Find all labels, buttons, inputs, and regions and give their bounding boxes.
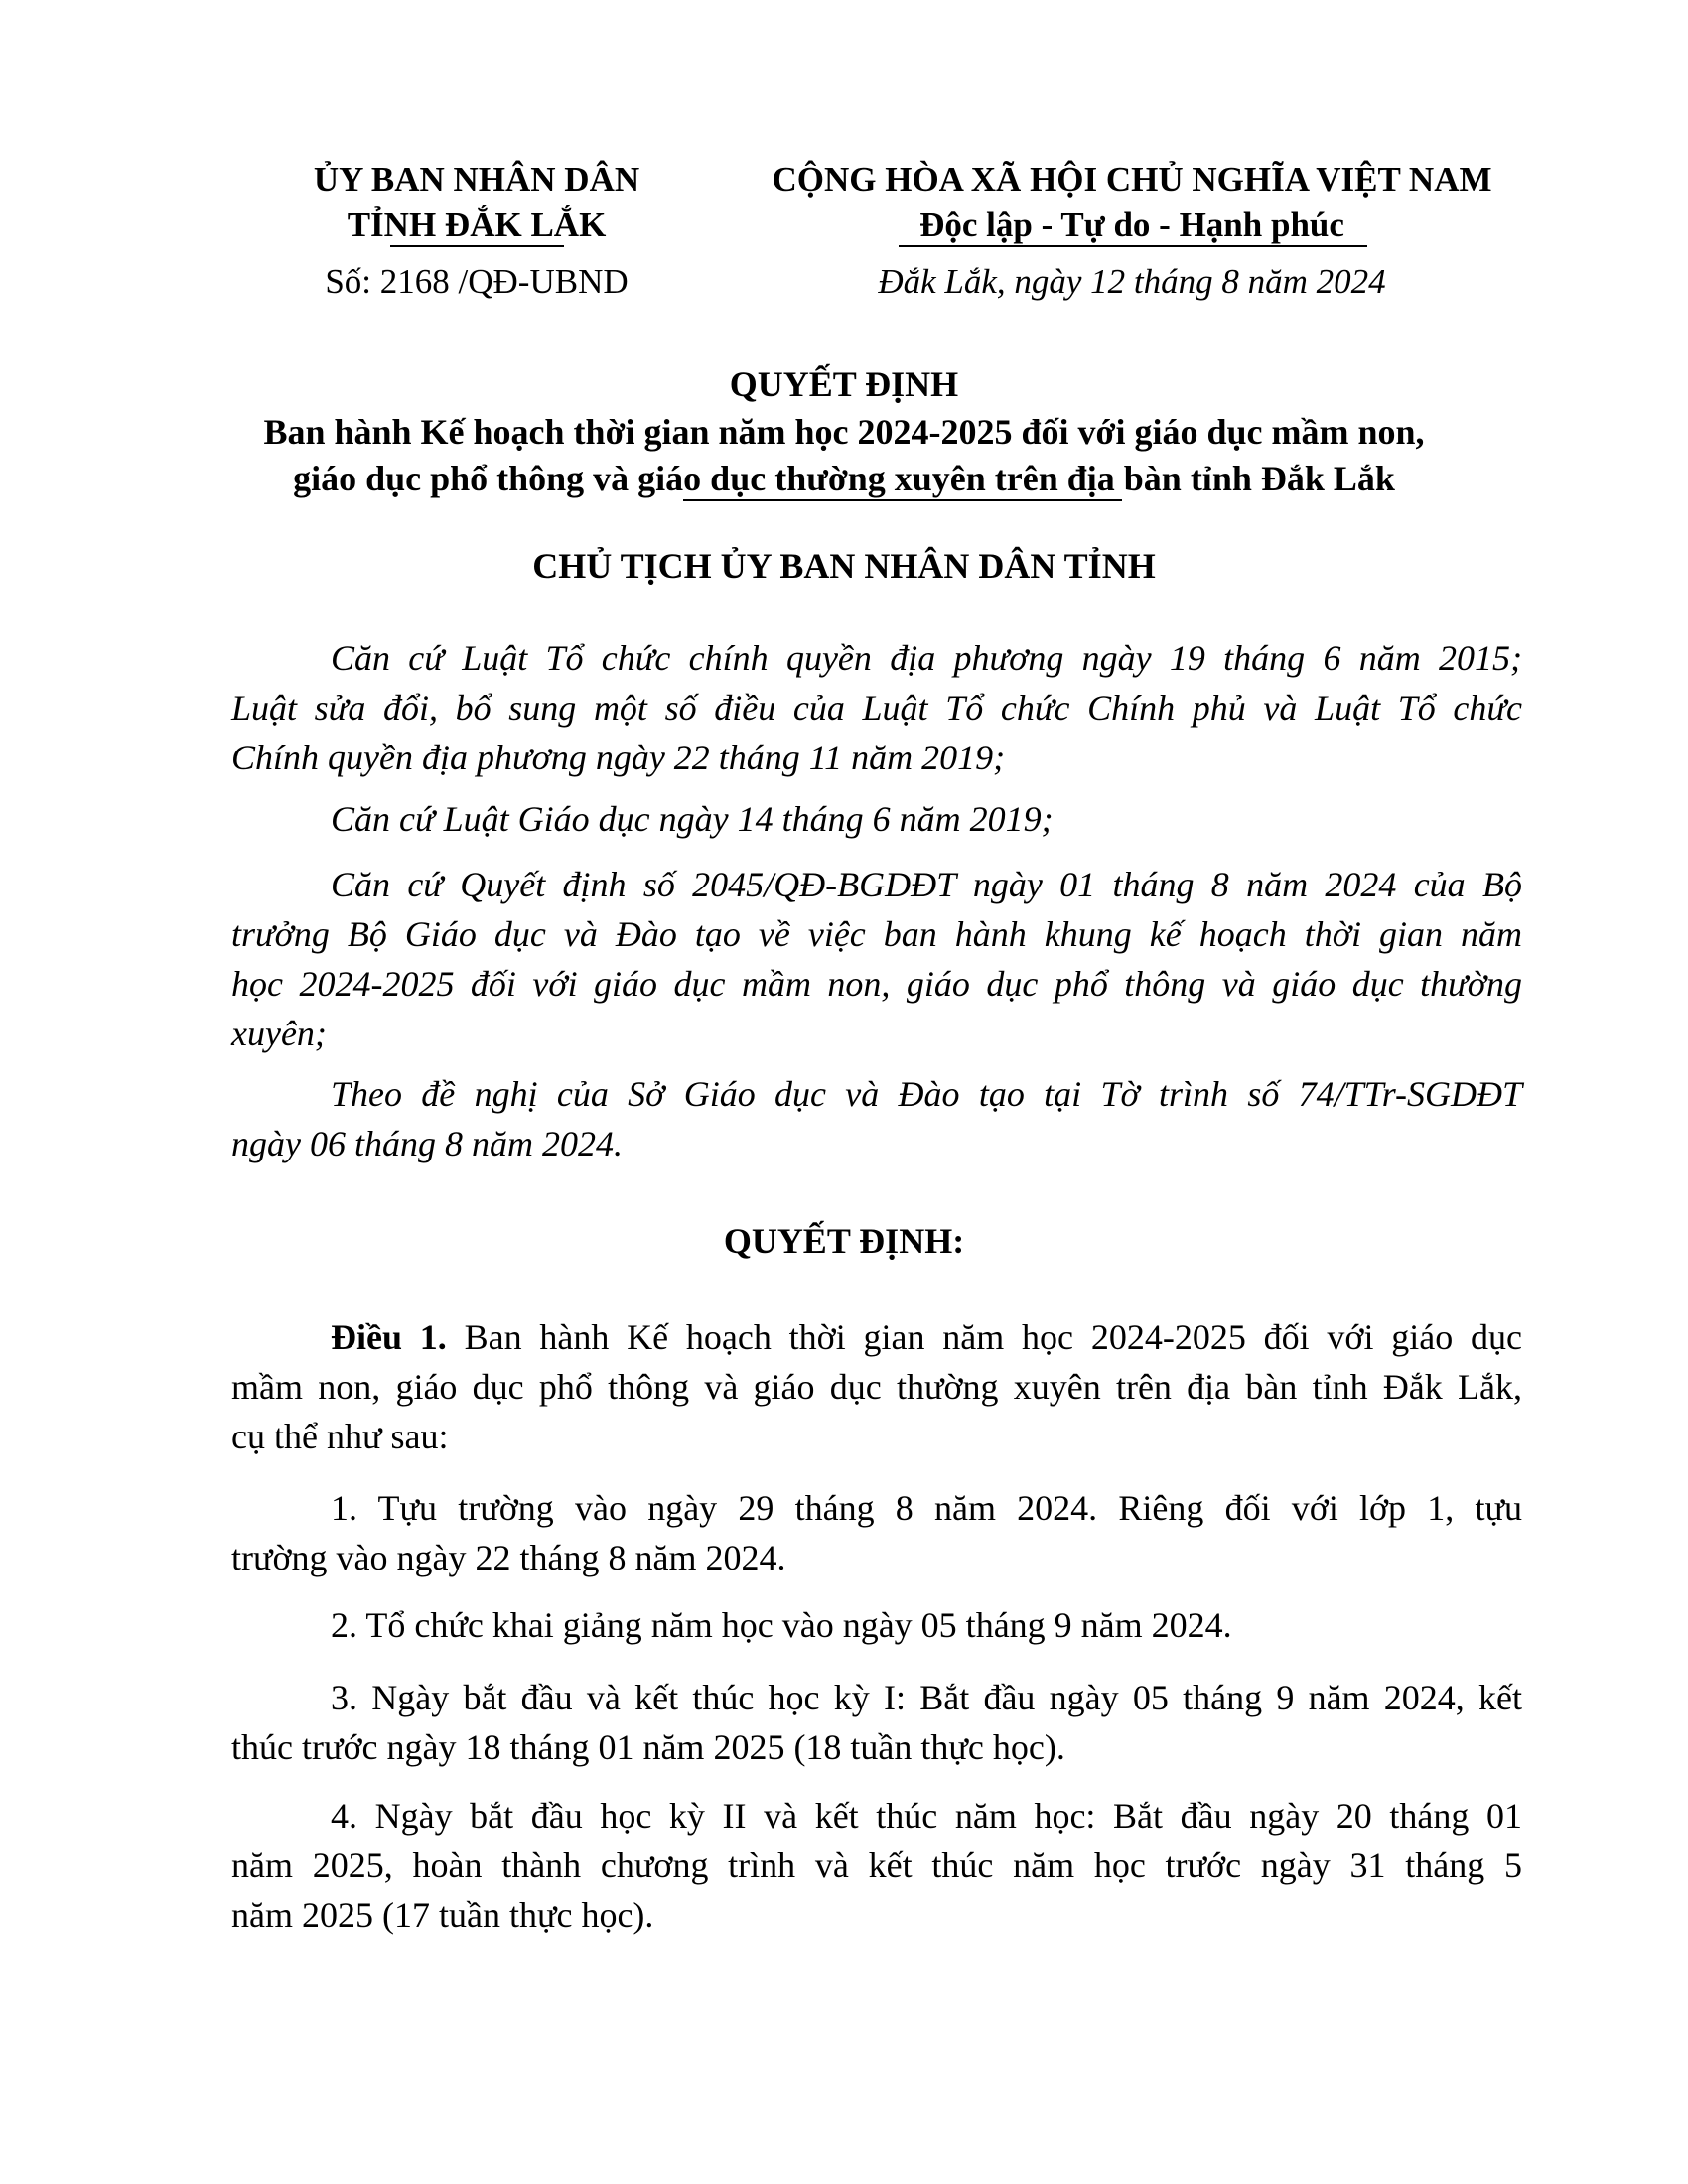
item-line: 4. Ngày bắt đầu học kỳ II và kết thúc năm học: Bắt đầu ngày 20 tháng 01: [331, 1796, 1522, 1836]
legal-basis-3: [231, 860, 1522, 1058]
national-motto: Độc lập - Tự do - Hạnh phúc: [919, 205, 1344, 244]
document-number: Số: 2168 /QĐ-UBND: [325, 262, 629, 301]
article-1-item-3: [231, 1673, 1522, 1772]
item-line: 3. Ngày bắt đầu và kết thúc học kỳ I: Bắt đầu ngày 05 tháng 9 năm 2024, kết: [331, 1678, 1522, 1717]
article-1-text: Ban hành Kế hoạch thời gian năm học 2024-2025 đối với giáo dục: [446, 1317, 1522, 1357]
item-line: 2. Tổ chức khai giảng năm học vào ngày 05 tháng 9 năm 2024.: [331, 1605, 1232, 1645]
article-1-line: cụ thể như sau:: [231, 1417, 449, 1456]
issuing-body-underline: [390, 245, 564, 247]
document-type-title: QUYẾT ĐỊNH: [729, 364, 959, 404]
place-and-date: Đắk Lắk, ngày 12 tháng 8 năm 2024: [878, 262, 1386, 301]
legal-basis-line: học 2024-2025 đối với giáo dục mầm non, giáo dục phổ thông và giáo dục thường: [231, 964, 1522, 1004]
document-subject-line1: Ban hành Kế hoạch thời gian năm học 2024-2025 đối với giáo dục mầm non,: [263, 412, 1425, 452]
document-subject-line2: giáo dục phổ thông và giáo dục thường xuyên trên địa bàn tỉnh Đắk Lắk: [293, 459, 1395, 498]
article-1-item-4: [231, 1791, 1522, 1940]
national-title: CỘNG HÒA XÃ HỘI CHỦ NGHĨA VIỆT NAM: [772, 160, 1492, 199]
legal-basis-2: [231, 794, 1522, 844]
item-line: thúc trước ngày 18 tháng 01 năm 2025 (18 tuần thực học).: [231, 1727, 1065, 1767]
article-1: [231, 1312, 1522, 1461]
legal-basis-line: Căn cứ Luật Giáo dục ngày 14 tháng 6 năm 2019;: [331, 799, 1054, 839]
legal-basis-line: Căn cứ Quyết định số 2045/QĐ-BGDĐT ngày 01 tháng 8 năm 2024 của Bộ: [331, 865, 1522, 904]
legal-basis-line: Chính quyền địa phương ngày 22 tháng 11 năm 2019;: [231, 738, 1006, 777]
item-line: năm 2025 (17 tuần thực học).: [231, 1895, 654, 1935]
legal-basis-line: ngày 06 tháng 8 năm 2024.: [231, 1124, 623, 1163]
legal-basis-4: [231, 1069, 1522, 1168]
article-1-line: mầm non, giáo dục phổ thông và giáo dục thường xuyên trên địa bàn tỉnh Đắk Lắk,: [231, 1367, 1522, 1407]
legal-basis-line: Theo đề nghị của Sở Giáo dục và Đào tạo tại Tờ trình số 74/TTr-SGDĐT: [331, 1074, 1522, 1114]
issuing-authority: CHỦ TỊCH ỦY BAN NHÂN DÂN TỈNH: [532, 546, 1156, 586]
legal-basis-line: xuyên;: [231, 1014, 327, 1053]
item-line: 1. Tựu trường vào ngày 29 tháng 8 năm 2024. Riêng đối với lớp 1, tựu: [331, 1488, 1522, 1528]
subject-underline: [683, 499, 1122, 501]
article-1-line: [231, 1312, 1522, 1362]
issuing-body-line2: TỈNH ĐẮK LẮK: [347, 205, 607, 244]
legal-basis-1: [231, 633, 1522, 782]
legal-basis-line: Luật sửa đổi, bổ sung một số điều của Luật Tổ chức Chính phủ và Luật Tổ chức: [231, 688, 1522, 728]
item-line: năm 2025, hoàn thành chương trình và kết thúc năm học trước ngày 31 tháng 5: [231, 1845, 1522, 1885]
legal-basis-line: Căn cứ Luật Tổ chức chính quyền địa phương ngày 19 tháng 6 năm 2015;: [331, 638, 1522, 678]
article-1-item-2: [231, 1600, 1522, 1650]
article-1-label: Điều 1.: [331, 1317, 447, 1357]
item-line: trường vào ngày 22 tháng 8 năm 2024.: [231, 1538, 786, 1577]
article-1-item-1: [231, 1483, 1522, 1582]
issuing-body-line1: ỦY BAN NHÂN DÂN: [313, 160, 640, 199]
legal-basis-line: trưởng Bộ Giáo dục và Đào tạo về việc ban hành khung kế hoạch thời gian năm: [231, 914, 1522, 954]
national-motto-underline: [899, 245, 1367, 247]
decision-heading: QUYẾT ĐỊNH:: [723, 1221, 965, 1261]
